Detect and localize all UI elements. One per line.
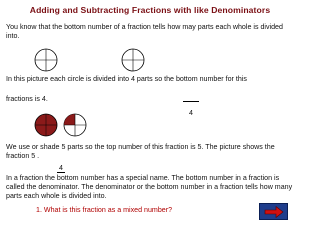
shown-fraction-bar — [57, 172, 65, 173]
answer-denominator: 4 — [189, 109, 193, 117]
fraction-bar — [183, 101, 199, 102]
shaded-circle-quarter — [63, 113, 87, 137]
denominator-paragraph: In a fraction the bottom number has a special name. The bottom number in a fraction is called the denominator. The denominator or the bottom number in a fraction tells how many parts each whole is divided into. — [6, 174, 293, 200]
question-text: 1. What is this fraction as a mixed number? — [36, 206, 173, 214]
unshaded-circle-left — [34, 48, 58, 72]
next-button[interactable] — [259, 203, 288, 220]
shade-paragraph: We use or shade 5 parts so the top number of this fraction is 5. The picture shows the fraction 5 . — [6, 143, 275, 160]
picture-description: In this picture each circle is divided into 4 parts so the bottom number for this — [6, 75, 247, 83]
intro-paragraph: You know that the bottom number of a fraction tells how may parts each whole is divided into. — [6, 23, 283, 40]
unshaded-circle-right — [121, 48, 145, 72]
arrow-right-icon — [264, 206, 284, 218]
bottom-number-statement: fractions is 4. — [6, 95, 48, 103]
shaded-circle-full — [34, 113, 58, 137]
page-title: Adding and Subtracting Fractions with like Denominators — [29, 5, 271, 15]
shown-fraction-denominator: 4 — [59, 164, 63, 172]
